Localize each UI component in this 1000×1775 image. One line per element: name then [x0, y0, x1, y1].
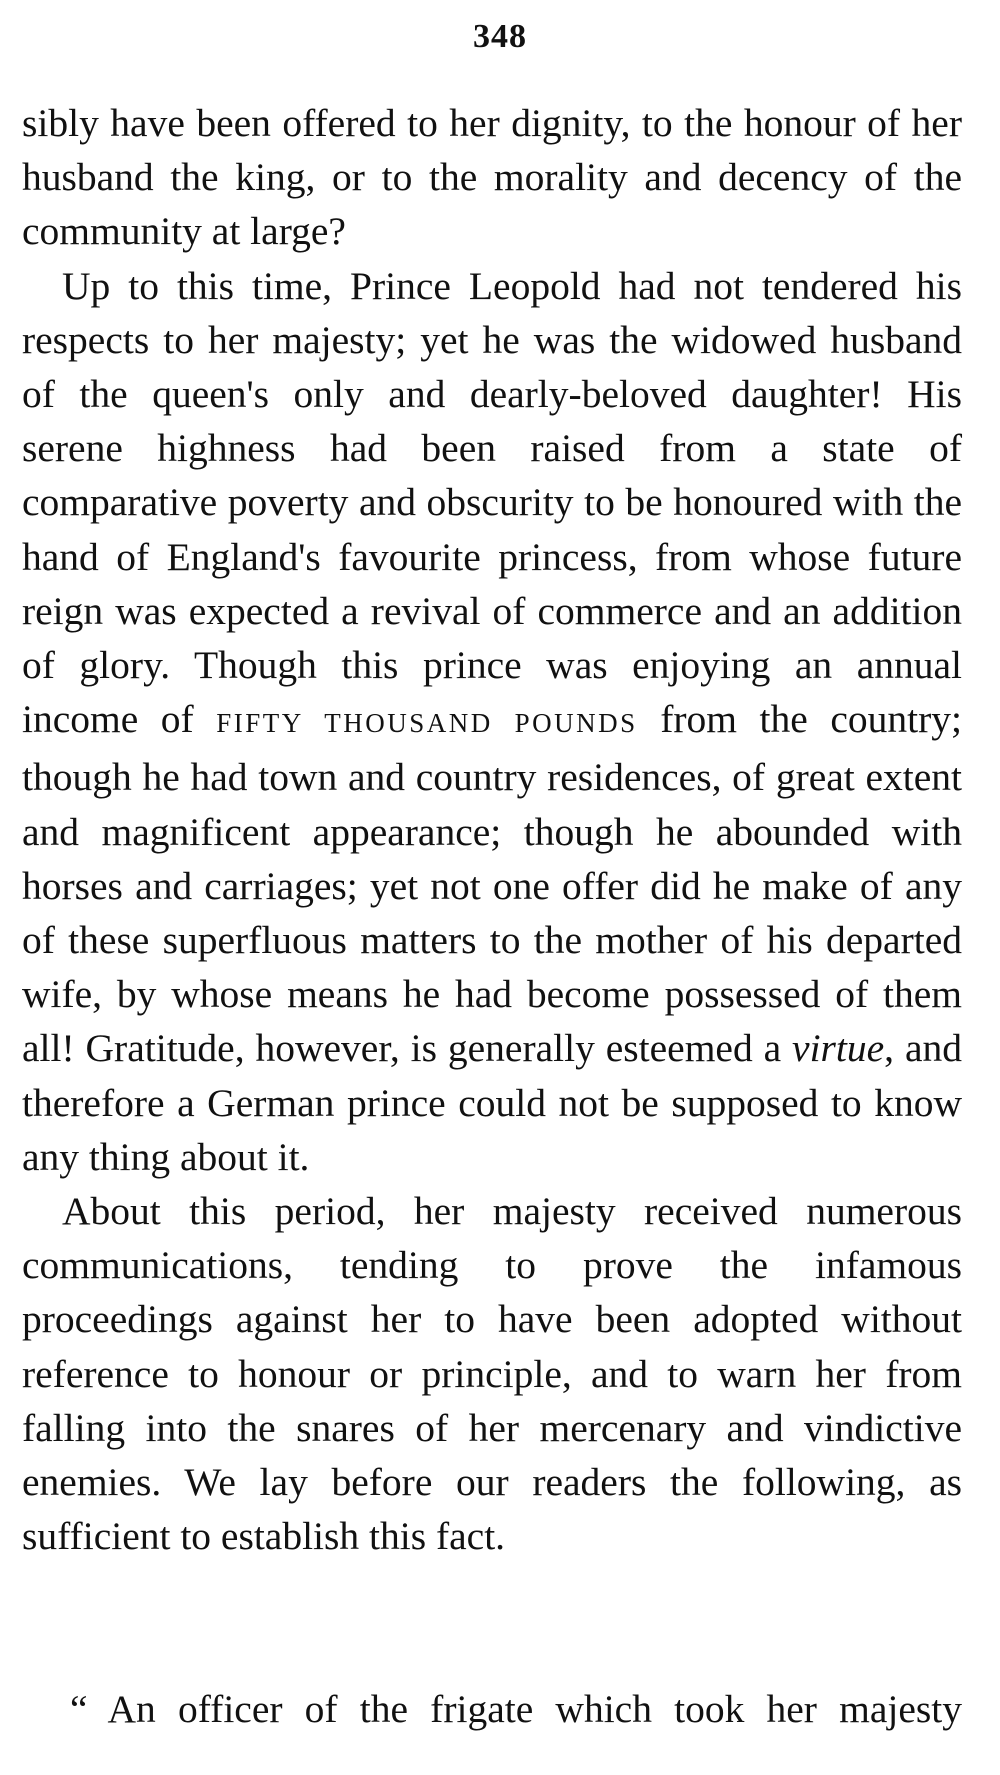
- paragraph-prince-leopold: [22, 259, 962, 1184]
- body-text: [22, 96, 962, 1563]
- quote-opening: “ An officer of the frigate which took her majesty: [70, 1687, 962, 1731]
- italic-word: virtue: [792, 1026, 885, 1071]
- paragraph-communications: About this period, her majesty received numerous communications, tending to prove the infamous proceedings against her to have been adopted without reference to honour or principle, and to warn her from falling into the snares of her mercenary and vindictive enemies. We lay before our readers the following, as sufficient to establish this fact.: [22, 1189, 962, 1559]
- paragraph-continuation: sibly have been offered to her dignity, to the honour of her husband the king, or to the morality and decency of the community at large?: [22, 101, 962, 254]
- paragraph-text-before: Up to this time, Prince Leopold had not tendered his respects to her majesty; yet he was the widowed husband of the queen's only and dearly-beloved daughter! His serene highness had been raised from a state of comparative poverty and obscurity to be honoured with the hand of England's favourite princess, from whose future reign was expected a revival of commerce and an addition of glory. Though this prince was enjoying an annual income of: [22, 263, 962, 742]
- page-number: 348: [473, 18, 527, 55]
- paragraph-text-middle: from the country; though he had town and country residences, of great extent and magnificent appearance; though he abounded with horses and carriages; yet not one offer did he make of any of these superfluous matters to the mother of his departed wife, by whose means he had become possessed of them all! Gratitude, however, is generally esteemed a: [22, 697, 962, 1071]
- paragraph-text-after: , and therefore a German prince could not be supposed to know any thing about it.: [22, 1026, 962, 1179]
- small-caps-amount: FIFTY THOUSAND POUNDS: [216, 708, 638, 739]
